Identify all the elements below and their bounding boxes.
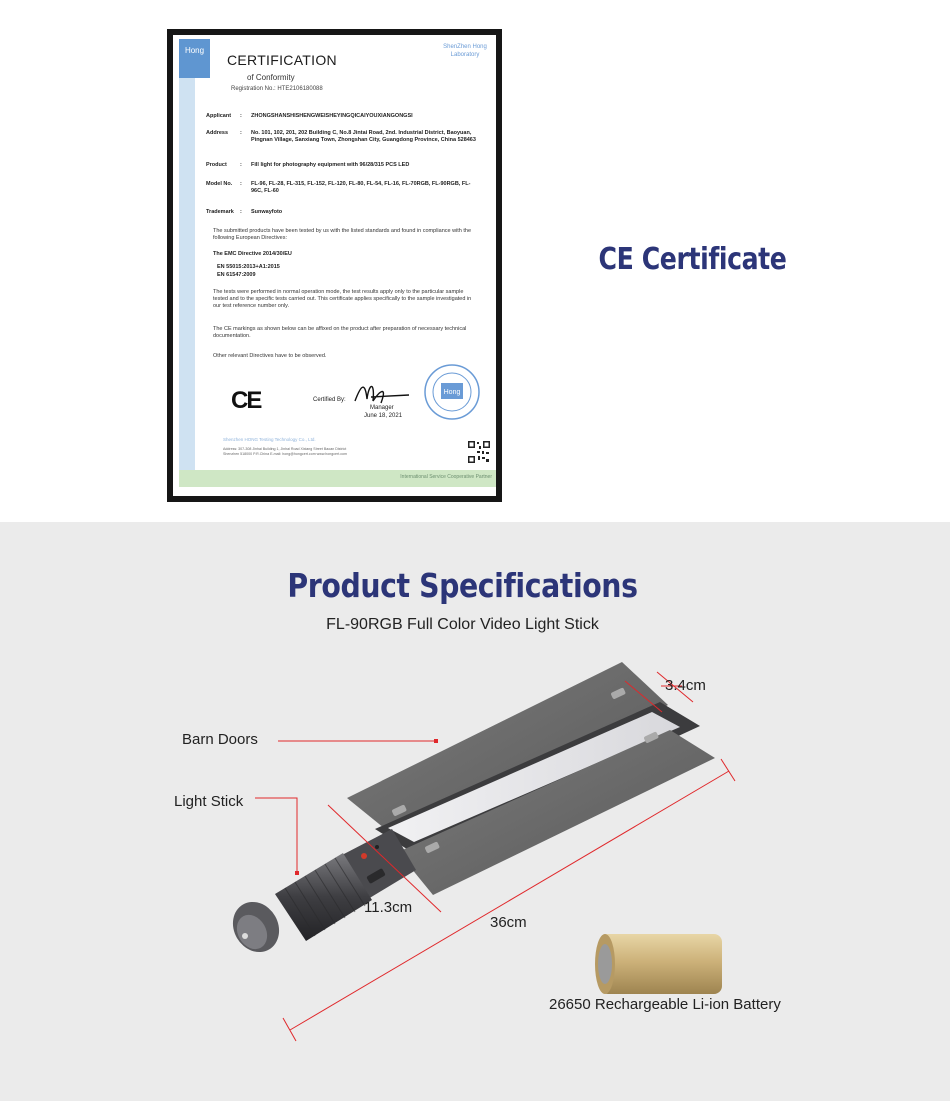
field-value: Fill light for photography equipment with 96/28/315 PCS LED: [251, 162, 410, 168]
lab-name: ShenZhen Hong Laboratory: [443, 44, 487, 58]
certificate-document: [173, 35, 496, 496]
field-product: Product : Fill light for photography equipment with 96/28/315 PCS LED: [206, 162, 476, 169]
signature-icon: [351, 375, 411, 409]
total-length-label: 36cm: [490, 914, 527, 931]
field-label: Trademark: [206, 209, 234, 215]
seal-center-text: Hong: [443, 389, 461, 396]
manager-label: Manager: [370, 405, 394, 411]
directive-text: The EMC Directive 2014/30/EU: [213, 251, 292, 257]
tests-text: The tests were performed in normal operation mode, the test results apply only to the particular sample tested and to the specific tests carried out. This certificate applies specifically to the sample investigated in our test reference number only.: [213, 289, 472, 309]
field-trademark: Trademark : Sunwayfoto: [206, 209, 476, 216]
product-model-subtitle: FL-90RGB Full Color Video Light Stick: [326, 616, 599, 633]
field-model: Model No. : FL-96, FL-28, FL-315, FL-152, FL-120, FL-80, FL-54, FL-16, FL-70RGB, FL-90RGB, FL-96C, FL-60: [206, 181, 476, 195]
field-value: FL-96, FL-28, FL-315, FL-152, FL-120, FL-80, FL-54, FL-16, FL-70RGB, FL-90RGB, FL-96C, FL-60: [251, 181, 471, 194]
certificate-title: CERTIFICATION: [227, 52, 337, 68]
field-label: Product: [206, 162, 227, 168]
hong-logo: Hong: [179, 39, 210, 78]
battery-terminal: [598, 944, 612, 984]
light-stick-label: Light Stick: [174, 793, 244, 810]
field-value: No. 101, 102, 201, 202 Building C, No.8 Jintai Road, 2nd. Industrial District, Baoyuan, Pingnan Village, Sanxiang Town, Zhongshan City, Guangdong Province, China 528463: [251, 130, 476, 143]
certificate-side-band: [179, 39, 195, 487]
barn-doors-marker: [434, 739, 438, 743]
field-address: Address : No. 101, 102, 201, 202 Building C, No.8 Jintai Road, 2nd. Industrial District, Baoyuan, Pingnan Village, Sanxiang Town, Zhongshan City, Guangdong Province, China 528463: [206, 130, 476, 143]
product-specifications-section: [0, 522, 950, 1101]
certificate-footer-band: [179, 470, 496, 487]
registration-number: Registration No.: HTE2106180088: [231, 86, 323, 92]
barn-doors-label: Barn Doors: [182, 731, 258, 748]
markings-text: The CE markings as shown below can be affixed on the product after preparation of necessary technical documentation.: [213, 326, 467, 339]
intro-text: The submitted products have been tested by us with the listed standards and found in compliance with the following European Directives:: [213, 228, 472, 241]
battery-label: 26650 Rechargeable Li-ion Battery: [549, 996, 781, 1013]
handle-length-label: 11.3cm: [364, 899, 413, 916]
product-illustration: [0, 522, 950, 1101]
field-value: ZHONGSHANSHISHENGWEISHEYINGQICAIYOUXIANGONGSI: [251, 113, 413, 119]
company-address: Address: 307-308 Jinhai Building 1, Jinhai Road Xixiang Street Baoan District Shenzhen 518000 P.R.China E-mail: hong@hongcert.com www.hongcert.com: [223, 447, 348, 456]
certificate-date: June 18, 2021: [364, 413, 403, 419]
standard-1: EN 55015:2013+A1:2015: [217, 264, 280, 270]
specifications-title: Product Specifications: [287, 566, 638, 605]
footer-band-text: International Service Cooperative Partner: [400, 474, 492, 480]
certified-by-label: Certified By:: [313, 397, 346, 403]
certificate-frame: [167, 29, 502, 502]
field-applicant: Applicant : ZHONGSHANSHISHENGWEISHEYINGQICAIYOUXIANGONGSI: [206, 113, 476, 120]
battery-body: [600, 934, 722, 994]
power-indicator: [361, 853, 367, 859]
width-label: 3.4cm: [665, 677, 706, 694]
field-value: Sunwayfoto: [251, 209, 283, 215]
seal-stamp-icon: [423, 363, 481, 421]
light-stick-leader: [255, 798, 297, 873]
field-label: Address: [206, 130, 229, 136]
light-stick-marker: [295, 871, 299, 875]
company-name: Shenzhen HONG Testing Technology Co., Ltd.: [223, 437, 316, 442]
ce-certificate-heading: CE Certificate: [598, 242, 787, 277]
certificate-subtitle: of Conformity: [247, 73, 295, 82]
qr-code-icon: [467, 440, 491, 464]
certificate-section: [0, 0, 950, 522]
other-directives-text: Other relevant Directives have to be observed.: [213, 353, 327, 359]
button-icon: [375, 845, 379, 849]
field-label: Applicant: [206, 113, 232, 119]
end-cap-icon: [242, 933, 248, 939]
standard-2: EN 61547:2009: [217, 272, 256, 278]
ce-mark-logo: CE: [231, 387, 261, 414]
field-label: Model No.: [206, 181, 233, 187]
